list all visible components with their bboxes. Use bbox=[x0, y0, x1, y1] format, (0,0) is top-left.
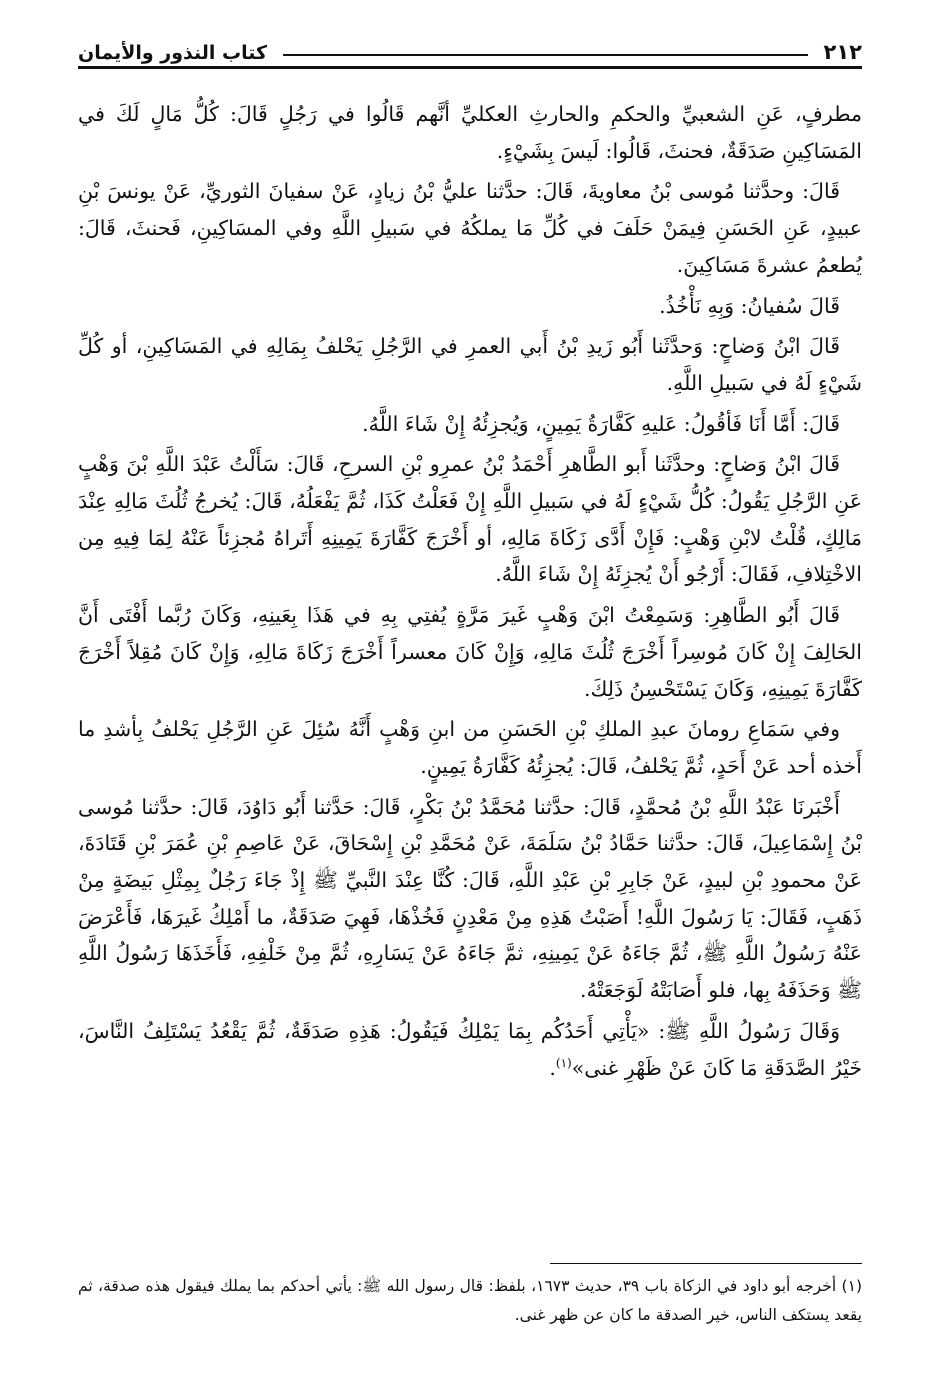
paragraph: قَالَ سُفيانُ: وَبِهِ نَأْخُذُ. bbox=[659, 293, 840, 318]
footnote-separator bbox=[550, 1263, 862, 1264]
paragraph: قَالَ ابْنُ وَضاحٍ: وحدَّثَنا أَبو الطَّاهرِ أَحْمَدُ بْنُ عمرِو بْنِ السرحِ، قَالَ: سَأَلْتُ عَبْدَ اللَّهِ بْنَ وَهْبٍ عَنِ الرَّجُلِ يَقُولُ: كُلُّ شَيْءٍ لَهُ في سَبيلِ اللَّهِ إِنْ فَعَلْتُ كَذَا، ثُمَّ يَفْعَلُهُ، قَالَ: يُخرجُ ثُلُثَ مَالِهِ عِنْدَ مَالِكٍ، قُلْتُ لابْنِ وَهْبٍ: فَإِنْ أَدَّى زَكَاةَ مَالِهِ، أو أَخْرَجَ كَفَّارَةَ يَمِينِهِ أَتَراهُ مُجزِئاً عَنْهُ لِمَا فِيهِ مِن الاخْتِلافِ، فَقَالَ: أَرْجُو أَنْ يُجزِئَهُ إِنْ شَاءَ اللَّهُ. bbox=[78, 452, 862, 587]
closing-punctuation: . bbox=[549, 1055, 556, 1080]
paragraph: وفي سَمَاعِ رومانَ عبدِ الملكِ بْنِ الحَسَنِ من ابنِ وَهْبٍ أَنَّهُ سُئِلَ عَنِ الرَّجُلِ يَحْلفُ بِأشدِ ما أَخذه أحد عَنْ أَحَدٍ، ثُمَّ يَحْلفُ، قَالَ: يُجزِئُهُ كَفَّارَةُ يَمِينٍ. bbox=[78, 717, 862, 778]
chapter-title: كتاب النذور والأيمان bbox=[78, 42, 268, 64]
paragraph: قَالَ ابْنُ وَضاحٍ: وَحدَّثَنا أَبُو زَيدِ بْنُ أَبي العمرِ في الرَّجُلِ يَحْلفُ بِمَالِهِ في المَسَاكِينِ، أو كُلِّ شَيْءٍ لَهُ في سَبيلِ اللَّهِ. bbox=[78, 334, 862, 395]
footnote-reference[interactable]: (١) bbox=[555, 1055, 572, 1070]
header-rule bbox=[78, 66, 862, 69]
footnotes bbox=[78, 1272, 862, 1330]
paragraph: قَالَ: أَمَّا أَنَا فَأقُولُ: عَليهِ كَفَّارَةُ يَمِينٍ، وَيُجزِئُهُ إِنْ شَاءَ اللَّهُ. bbox=[362, 411, 840, 436]
footnote: (١) أخرجه أبو داود في الزكاة باب ٣٩، حديث ١٦٧٣، بلفظ: قال رسول الله ﷺ: يأتي أحدكم بما يملك فيقول هذه صدقة، ثم يقعد يستكف الناس، خير الصدقة ما كان عن ظهر غنى. bbox=[78, 1277, 862, 1324]
paragraph: مطرفٍ، عَنِ الشعبيِّ والحكمِ والحارثِ العكليِّ أنَّهم قَالُوا في رَجُلٍ قَالَ: كُلُّ مَالٍ لَكَ في المَسَاكِينِ صَدَقَةٌ، فحنثَ، قَالُوا: لَيسَ بِشَيْءٍ. bbox=[78, 102, 862, 163]
paragraph-text: وَقَالَ رَسُولُ اللَّهِ ﷺ: «يَأْتِي أَحَدُكُم بِمَا يَمْلِكُ فَيَقُولُ: هَذِهِ صَدَقَةٌ، ثُمَّ يَقْعُدُ يَسْتَلِفُ النَّاسَ، خَيْرُ الصَّدَقَةِ مَا كَانَ عَنْ ظَهْرِ غنى» bbox=[78, 1018, 862, 1080]
page-number: ٢١٢ bbox=[823, 40, 862, 64]
paragraph: أَخْبَرنَا عَبْدُ اللَّهِ بْنُ مُحمَّدٍ، قَالَ: حدَّثنا مُحَمَّدُ بْنُ بَكْرٍ، قَالَ: حَدَّثنا أَبُو دَاوُدَ، قَالَ: حدَّثنا مُوسى بْنُ إِسْمَاعِيلَ، قَالَ: حدَّثنا حَمَّادُ بْنُ سَلَمَةَ، عَنْ مُحَمَّدِ بْنِ إِسْحَاقَ، عَنْ عَاصِمِ بْنِ عُمَرَ بْنِ قَتَادَةَ، عَنْ محمودِ بْنِ لبيدٍ، عَنْ جَابِرِ بْنِ عَبْدِ اللَّهِ، قَالَ: كُنَّا عِنْدَ النَّبيِّ ﷺ إِذْ جَاءَ رَجُلٌ بِمِثْلِ بَيضَةٍ مِنْ ذَهَبٍ، فَقَالَ: يَا رَسُولَ اللَّهِ! أَصَبْتُ هَذِهِ مِنْ مَعْدِنٍ فَخُذْهَا، فَهِيَ صَدَقَةٌ، ما أَمْلِكُ غَيرَهَا، فَأَعْرَضَ عَنْهُ رَسُولُ اللَّهِ ﷺ، ثُمَّ جَاءَهُ عَنْ يَمِينِهِ، ثمَّ جَاءَهُ عَنْ يَسَارِهِ، ثُمَّ مِنْ خَلْفِهِ، فَأَخَذَهَا رَسُولُ اللَّهِ ﷺ وَحَذَفَهُ بِها، فلو أَصَابَتْهُ لَوَجَعَتْهُ. bbox=[78, 794, 862, 1003]
paragraph: قَالَ: وحدَّثنا مُوسى بْنُ معاويةَ، قَالَ: حدَّثنا عليُّ بْنُ زيادٍ، عَنْ سفيانَ الثوريِّ، عَنْ يونسَ بْنِ عبيدٍ، عَنِ الحَسَنِ فِيمَنْ حَلَفَ في كُلِّ مَا يملكُهُ في سَبيلِ اللَّهِ وفي المسَاكِينِ، فَحنثَ، قَالَ: يُطعمُ عشرةَ مَسَاكِينَ. bbox=[78, 179, 862, 277]
running-header bbox=[78, 28, 862, 64]
header-line bbox=[283, 54, 807, 56]
paragraph: قَالَ أَبُو الطَّاهِرِ: وَسَمِعْتُ ابْنَ وَهْبٍ غَيرَ مَرَّةٍ يُفتِي بِهِ في هَذَا بِعَينِهِ، وَكَانَ رُبَّما أَفْتَى أَنَّ الحَالِفَ إِنْ كَانَ مُوسِراً أَخْرَجَ ثُلُثَ مَالِهِ، وَإِنْ كَانَ معسراً أَخْرَجَ زَكَاةَ مَالِهِ، وَإِنْ كَانَ مُقِلاً أَخْرَجَ كَفَّارَةَ يَمِينِهِ، وَكَانَ يَسْتَحْسِنُ ذَلِكَ. bbox=[78, 603, 862, 701]
main-text bbox=[78, 96, 862, 1090]
paragraph-last bbox=[78, 1013, 862, 1086]
